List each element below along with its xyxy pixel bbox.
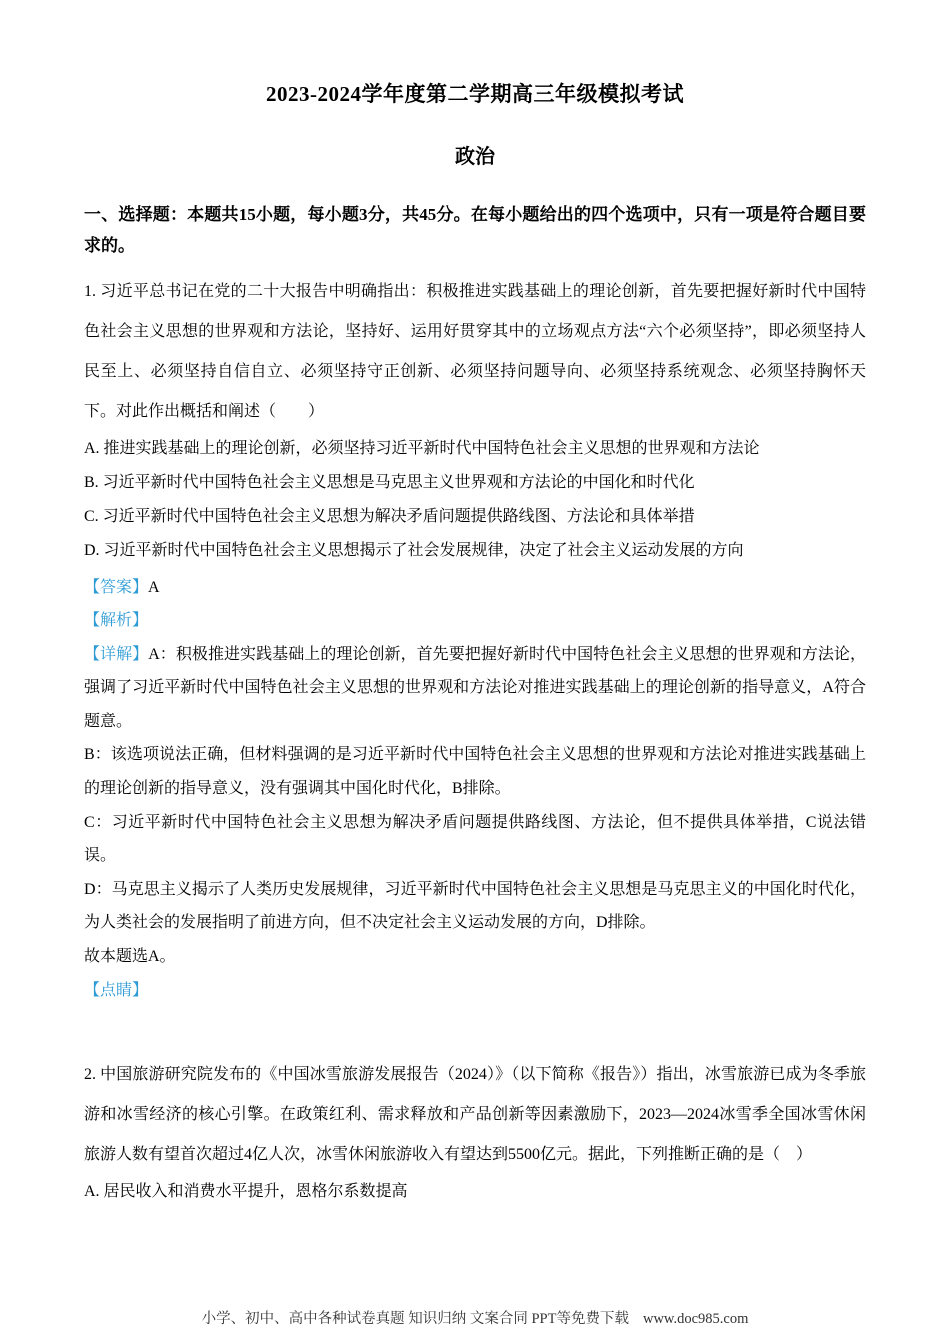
analysis-line <box>84 604 866 638</box>
footer-url-link[interactable]: www.doc985.com <box>642 1311 749 1327</box>
question-1-option-c: C. 习近平新时代中国特色社会主义思想为解决矛盾问题提供路线图、方法论和具体举措 <box>84 507 695 525</box>
tip-line <box>84 974 866 1008</box>
question-1-option-b: B. 习近平新时代中国特色社会主义思想是马克思主义世界观和方法论的中国化和时代化 <box>84 473 695 491</box>
detail-paragraph-d: D：马克思主义揭示了人类历史发展规律，习近平新时代中国特色社会主义思想是马克思主义的中国化时代化，为人类社会的发展指明了前进方向，但不决定社会主义运动发展的方向，D排除。 <box>84 880 866 932</box>
doc-subject: 政治 <box>455 146 495 168</box>
question-1 <box>84 272 866 1007</box>
page-footer <box>0 1307 950 1328</box>
detail-conclusion: 故本题选A。 <box>84 948 176 966</box>
analysis-tag: 【解析】 <box>84 612 149 630</box>
answer-value: A <box>148 578 160 596</box>
detail-paragraph-c: C：习近平新时代中国特色社会主义思想为解决矛盾问题提供路线图、方法论，但不提供具体举措，C说法错误。 <box>84 813 866 865</box>
detail-paragraph-b: B：该选项说法正确，但材料强调的是习近平新时代中国特色社会主义思想的世界观和方法论对推进实践基础上的理论创新的指导意义，没有强调其中国化时代化，B排除。 <box>84 746 866 798</box>
question-1-option-d: D. 习近平新时代中国特色社会主义思想揭示了社会发展规律，决定了社会主义运动发展的方向 <box>84 541 744 559</box>
detail-paragraph-a <box>84 638 866 739</box>
question-1-option-a: A. 推进实践基础上的理论创新，必须坚持习近平新时代中国特色社会主义思想的世界观和方法论 <box>84 439 760 457</box>
section-header: 一、选择题：本题共15小题，每小题3分，共45分。在每小题给出的四个选项中，只有一项是符合题目要求的。 <box>84 205 866 256</box>
answer-tag: 【答案】 <box>84 578 149 596</box>
tip-tag: 【点睛】 <box>84 981 149 999</box>
question-2 <box>84 1055 866 1209</box>
answer-line <box>84 571 866 605</box>
question-2-stem: 2. 中国旅游研究院发布的《中国冰雪旅游发展报告（2024）》（以下简称《报告》）指出，冰雪旅游已成为冬季旅游和冰雪经济的核心引擎。在政策红利、需求释放和产品创新等因素激励下，2023—2024冰雪季全国冰雪休闲旅游人数有望首次超过4亿人次，冰雪休闲旅游收入有望达到5500亿元。据此，下列推断正确的是（ ） <box>84 1066 866 1164</box>
question-1-stem: 1. 习近平总书记在党的二十大报告中明确指出：积极推进实践基础上的理论创新，首先要把握好新时代中国特色社会主义思想的世界观和方法论，坚持好、运用好贯穿其中的立场观点方法“六个必须坚持”，即必须坚持人民至上、必须坚持自信自立、必须坚持守正创新、必须坚持问题导向、必须坚持系统观念、必须坚持胸怀天下。对此作出概括和阐述（ ） <box>84 282 866 420</box>
doc-title: 2023-2024学年度第二学期高三年级模拟考试 <box>266 82 684 106</box>
detail-text-a: A：积极推进实践基础上的理论创新，首先要把握好新时代中国特色社会主义思想的世界观和方法论，强调了习近平新时代中国特色社会主义思想的世界观和方法论对推进实践基础上的理论创新的指导意义，A符合题意。 <box>84 645 866 730</box>
footer-text: 小学、初中、高中各种试卷真题 知识归纳 文案合同 PPT等免费下载 <box>201 1311 629 1327</box>
question-2-option-a: A. 居民收入和消费水平提升，恩格尔系数提高 <box>84 1183 408 1201</box>
detail-tag: 【详解】 <box>84 645 149 663</box>
